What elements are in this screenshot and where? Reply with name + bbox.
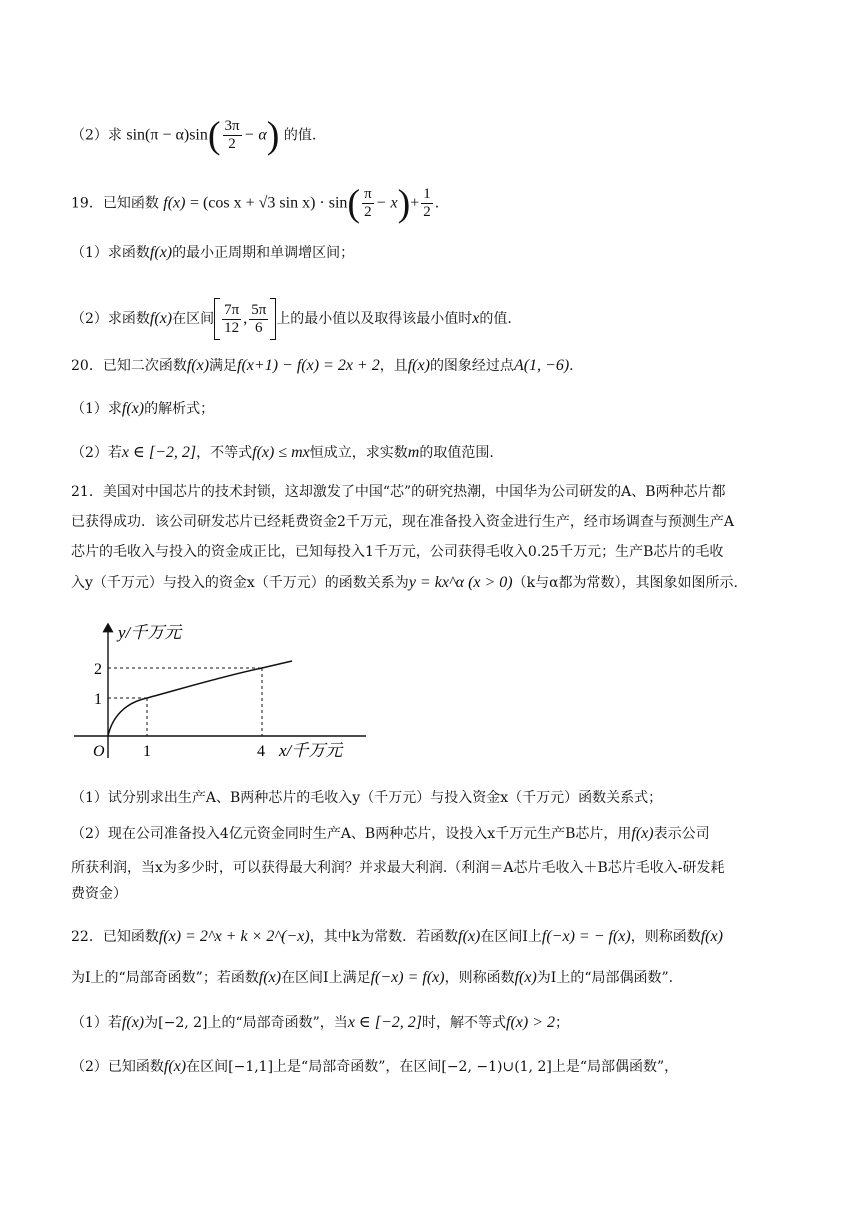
q18-part2: （2）求 sin(π − α)sin( $\frac{3\pi}{2}$ − α) 的值. [71, 114, 317, 157]
fraction: $\frac{\pi}{2}$ [364, 186, 372, 220]
q20-stem: 20．已知二次函数f(x)满足f(x+1) − f(x) = 2x + 2，且f(x)的图象经过点A(1, −6). [71, 357, 574, 374]
curve [108, 661, 292, 736]
q20-part1: （1）求f(x)的解析式； [71, 400, 215, 417]
q22-part1: （1）若f(x)为[−2, 2]上的“局部奇函数”，当x ∈ [−2, 2]时，解不等式f(x) > 2； [71, 1014, 570, 1031]
q19-stem: 19．已知函数 f(x) = (cos x + √3 sin x) · sin( $\frac{\pi}{2}$ − x)+ $\frac{1}{2}$ . [71, 182, 440, 225]
q22-part2: （2）已知函数f(x)在区间[−1,1]上是“局部奇函数”，在区间[−2, −1)∪(1, 2]上是“局部偶函数”， [71, 1058, 679, 1075]
y-axis-label: y/千万元 [118, 623, 182, 642]
q21-part2: （2）现在公司准备投入4亿元资金同时生产A、B两种芯片，设投入x千万元生产B芯片，用f(x)表示公司 [71, 825, 710, 842]
fraction: $\frac{7\pi}{12}$ [224, 301, 240, 336]
q21-line3: 芯片的毛收入与投入的资金成正比，已知每投入1千万元，公司获得毛收入0.25千万元；生产B芯片的毛收 [71, 544, 724, 560]
q19-part1: （1）求函数f(x)的最小正周期和单调增区间； [71, 244, 355, 261]
x-tick-4: 4 [257, 743, 265, 760]
y-tick-1: 1 [94, 691, 102, 708]
fraction: $\frac{3\pi}{2}$ [224, 118, 240, 152]
q19-part2: （2）求函数f(x)在区间 $\frac{7\pi}{12}$ , $\frac{5\pi}{6}$ 上的最小值以及取得该最小值时x的值. [71, 298, 512, 340]
x-tick-1: 1 [143, 743, 151, 760]
q20-part2: （2）若x ∈ [−2, 2]，不等式f(x) ≤ mx恒成立，求实数m的取值范围. [71, 444, 494, 461]
q21-part1: （1）试分别求出生产A、B两种芯片的毛收入y（千万元）与投入资金x（千万元）函数关系式； [71, 790, 663, 806]
q21-line2: 已获得成功．该公司研发芯片已经耗费资金2千万元，现在准备投入资金进行生产，经市场调查与预测生产A [71, 514, 735, 530]
origin-label: O [93, 743, 105, 760]
q21-part2-line2: 所获利润，当x为多少时，可以获得最大利润？并求最大利润.（利润＝A芯片毛收入＋B芯片毛收入-研发耗 [71, 860, 725, 876]
q21-line1: 21．美国对中国芯片的技术封锁，这却激发了中国“芯”的研究热潮，中国华为公司研发的A、B两种芯片都 [71, 484, 726, 500]
q21-line4: 入y（千万元）与投入的资金x（千万元）的函数关系为y = kx^α (x > 0)（k与α都为常数），其图象如图所示. [71, 574, 739, 591]
fraction: $\frac{1}{2}$ [423, 186, 431, 220]
q22-stem-line2: 为I上的“局部奇函数”；若函数f(x)在区间I上满足f(−x) = f(x)，则称函数f(x)为I上的“局部偶函数”. [71, 969, 674, 986]
q21-part2-line3: 费资金） [71, 886, 127, 902]
x-axis-label: x/千万元 [279, 741, 343, 760]
q22-stem: 22．已知函数f(x) = 2^x + k × 2^(−x)，其中k为常数．若函数f(x)在区间I上f(−x) = − f(x)，则称函数f(x) [71, 928, 723, 945]
power-function-graph [74, 618, 374, 768]
y-tick-2: 2 [94, 661, 102, 678]
fraction: $\frac{5\pi}{6}$ [251, 301, 267, 336]
